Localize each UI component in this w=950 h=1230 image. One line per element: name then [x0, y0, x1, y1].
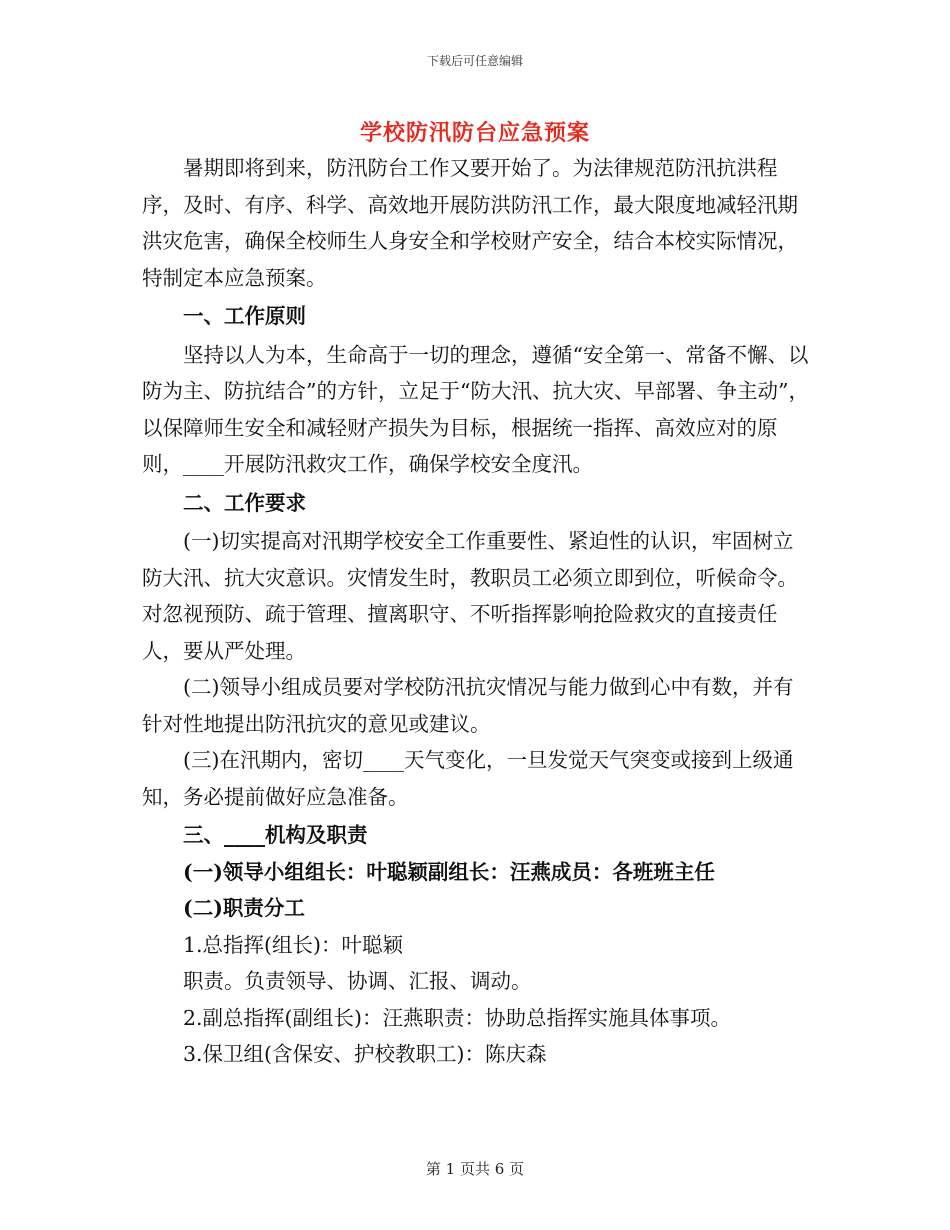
requirement-paragraph-1: (一)切实提高对汛期学校安全工作重要性、紧迫性的认识，牢固树立防大汛、抗大灾意识。灾情发生时，教职员工必须立即到位，听候命令。对忽视预防、疏于管理、擅离职守、不听指挥影响抢险救灾的直接责任人，要从严处理。 — [142, 529, 798, 663]
document-body — [142, 150, 810, 1073]
section-heading-2: 二、工作要求 — [183, 490, 306, 515]
page-footer: 第 1 页共 6 页 — [425, 1160, 525, 1178]
intro-paragraph: 暑期即将到来，防汛防台工作又要开始了。为法律规范防汛抗洪程序，及时、有序、科学、高效地开展防洪防汛工作，最大限度地减轻汛期洪灾危害，确保全校师生人身安全和学校财产安全，结合本校实际情况，特制定本应急预案。 — [142, 156, 798, 290]
duty-item-2: 2.副总指挥(副组长)：汪燕职责：协助总指挥实施具体事项。 — [183, 1005, 732, 1030]
section-heading-3: 三、____机构及职责 — [183, 823, 368, 847]
duty-item-1-detail: 职责。负责领导、协调、汇报、调动。 — [183, 969, 532, 993]
section-heading-1: 一、工作原则 — [183, 304, 306, 328]
duty-division-heading: (二)职责分工 — [183, 896, 305, 920]
document-title: 学校防汛防台应急预案 — [359, 120, 590, 146]
duty-item-1: 1.总指挥(组长)：叶聪颖 — [183, 932, 404, 957]
requirement-paragraph-2: (二)领导小组成员要对学校防汛抗灾情况与能力做到心中有数，并有针对性地提出防汛抗灾的意见或建议。 — [142, 675, 794, 736]
duty-item-3: 3.保卫组(含保安、护校教职工)：陈庆森 — [183, 1042, 547, 1066]
principle-paragraph: 坚持以人为本，生命高于一切的理念，遵循“安全第一、常备不懈、以防为主、防抗结合”的方针，立足于“防大汛、抗大灾、早部署、争主动”，以保障师生安全和减轻财产损失为目标，根据统一指挥、高效应对的原则，____开展防汛救灾工作，确保学校安全度汛。 — [142, 342, 809, 476]
requirement-paragraph-3: (三)在汛期内，密切____天气变化，一旦发觉天气突变或接到上级通知，务必提前做好应急准备。 — [142, 748, 794, 809]
page-header: 下载后可任意编辑 — [426, 54, 523, 68]
leadership-group-line: (一)领导小组组长：叶聪颖副组长：汪燕成员：各班班主任 — [183, 859, 715, 884]
